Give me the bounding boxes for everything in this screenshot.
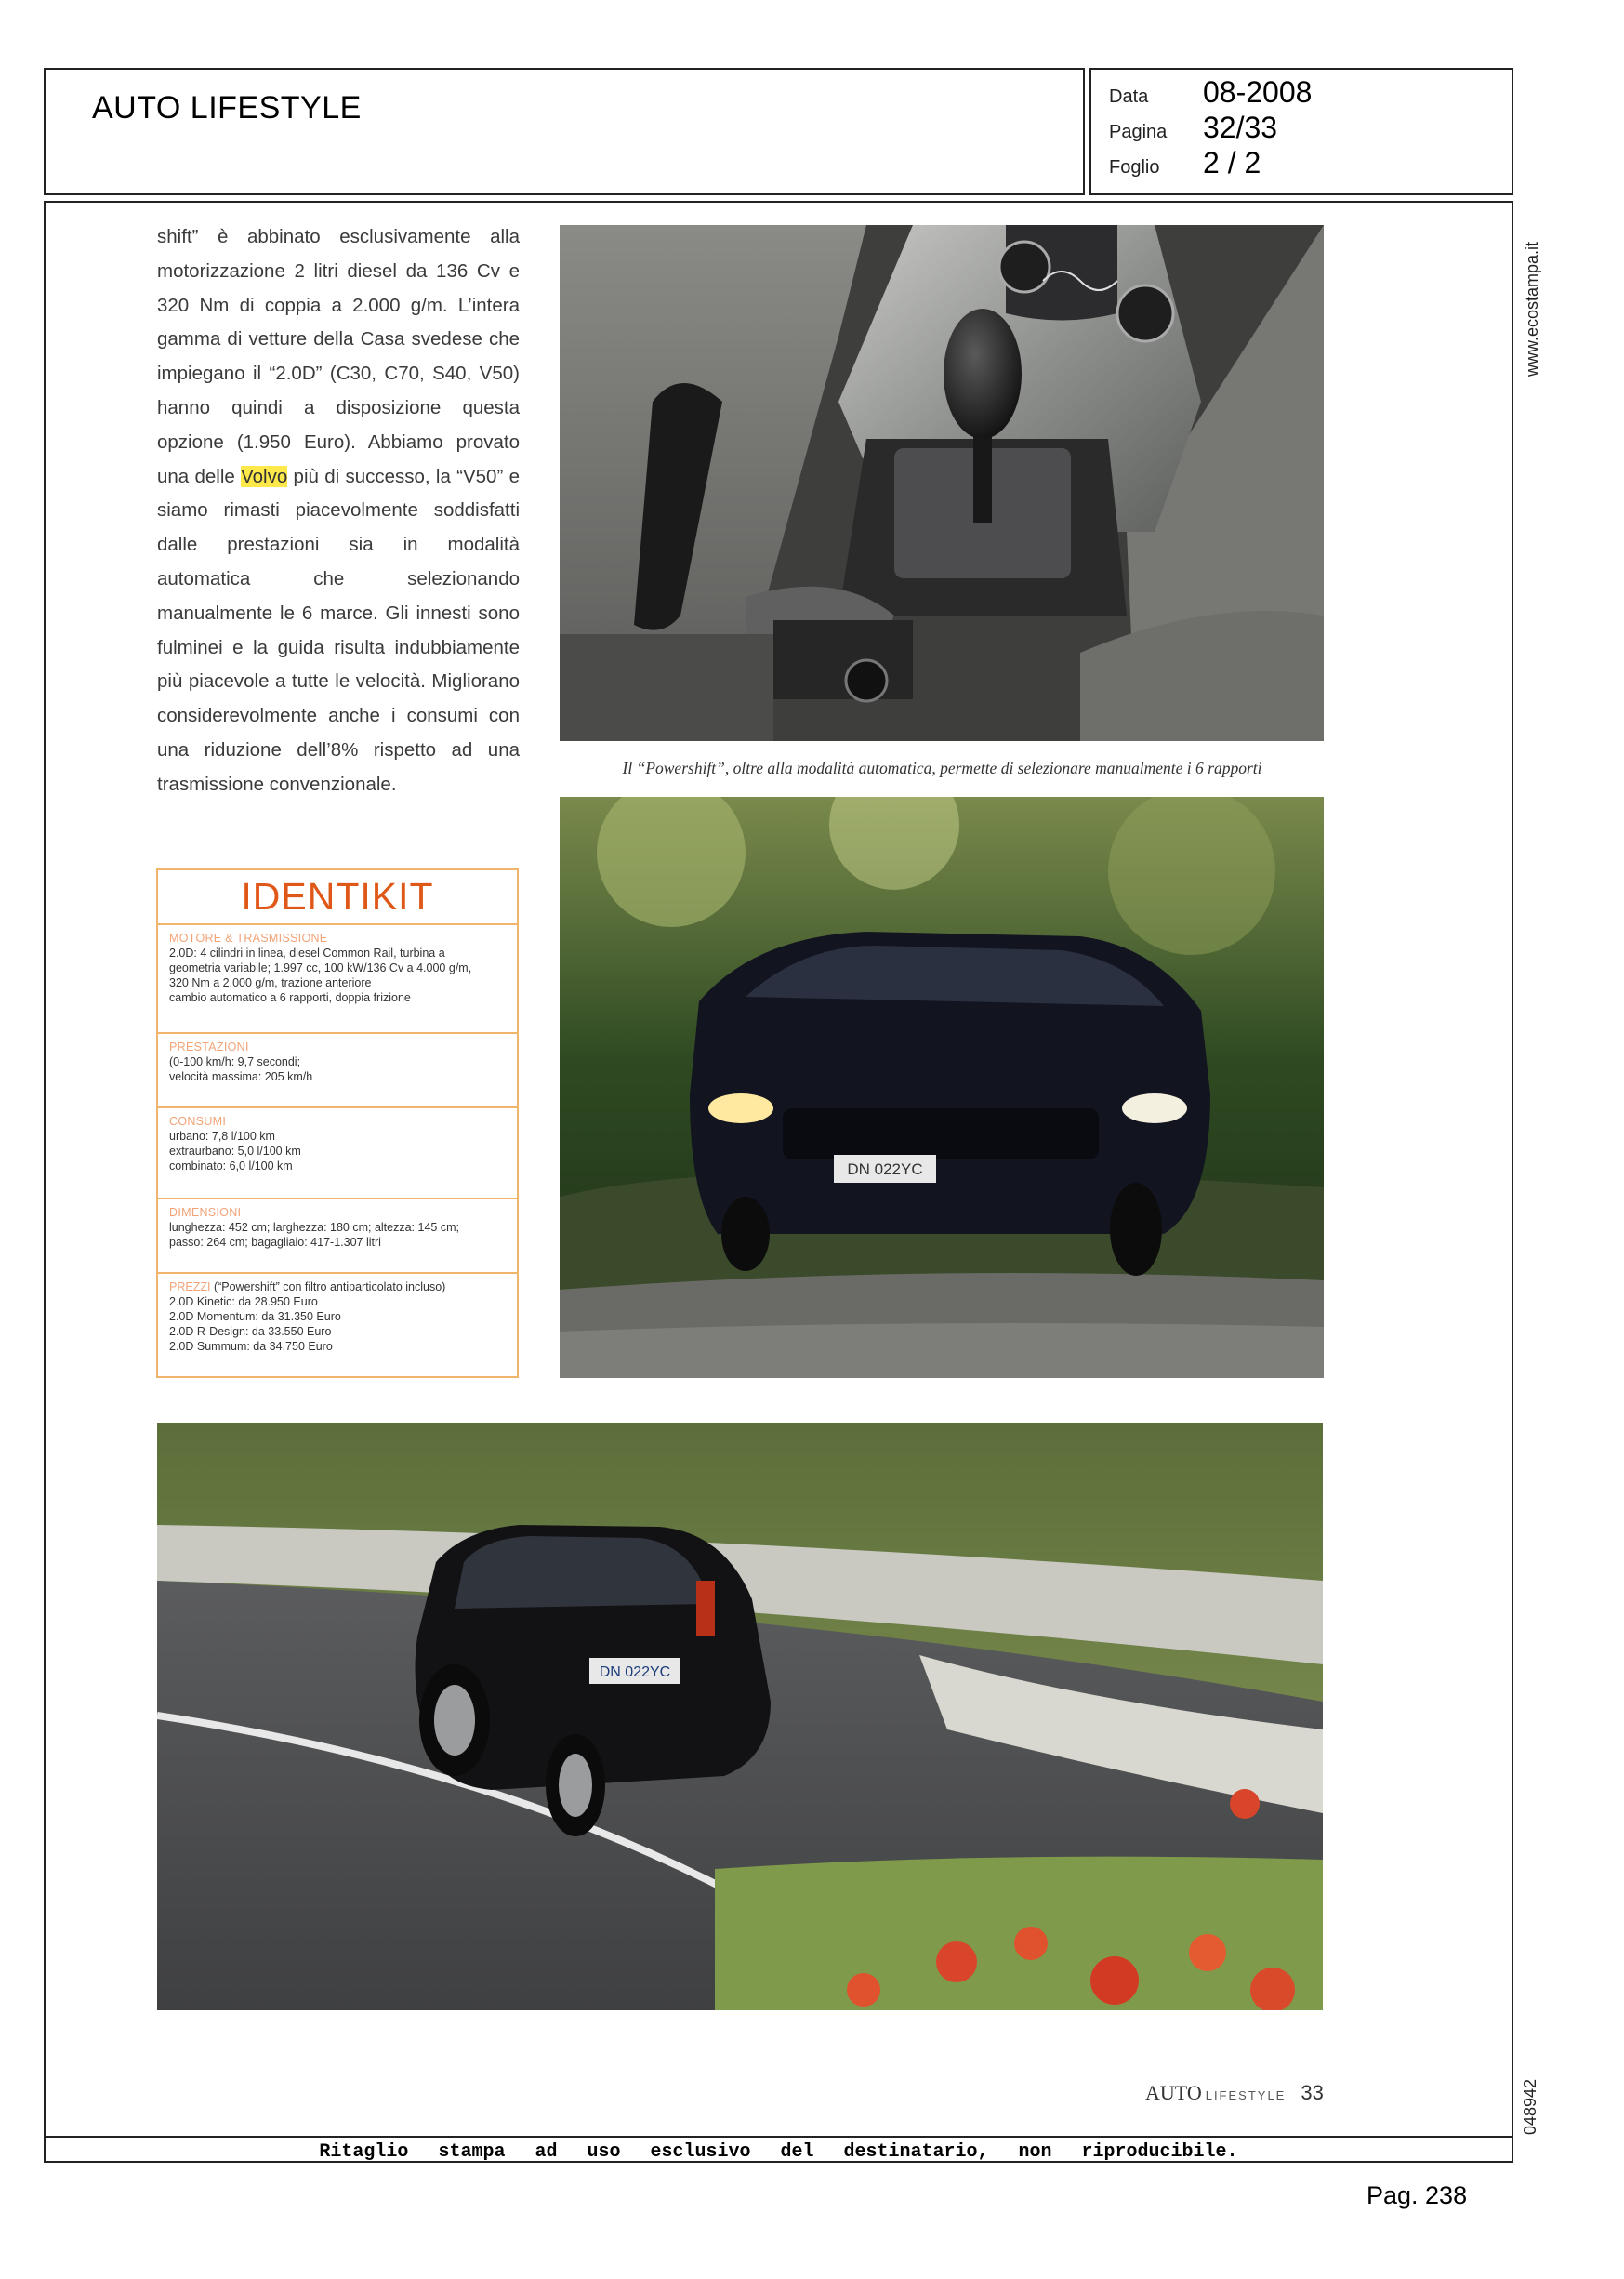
car-rear-illustration bbox=[157, 1423, 1323, 2010]
gearshift-illustration bbox=[560, 225, 1324, 741]
article-text bbox=[157, 220, 520, 802]
performance-heading: PRESTAZIONI bbox=[169, 1040, 249, 1053]
dimensions-line: lunghezza: 452 cm; larghezza: 180 cm; altezza: 145 cm; bbox=[169, 1221, 459, 1234]
price-line: 2.0D Kinetic: da 28.950 Euro bbox=[169, 1295, 318, 1308]
identikit-title: IDENTIKIT bbox=[158, 870, 517, 925]
consumption-line: extraurbano: 5,0 l/100 km bbox=[169, 1145, 301, 1158]
car-rear-photo bbox=[157, 1423, 1323, 2010]
rear-plate: DN 022YC bbox=[599, 1664, 671, 1680]
sheet-value: 2 / 2 bbox=[1203, 146, 1261, 179]
dimensions-line: passo: 264 cm; bagagliaio: 417-1.307 litri bbox=[169, 1236, 381, 1249]
identikit-dimensions bbox=[158, 1199, 517, 1274]
magazine-page-number: 33 bbox=[1301, 2081, 1324, 2104]
magazine-name: AUTO bbox=[1145, 2081, 1202, 2104]
notice-divider bbox=[46, 2136, 1512, 2138]
date-row bbox=[1109, 75, 1312, 110]
identikit-box bbox=[156, 868, 519, 1378]
date-label: Data bbox=[1109, 86, 1149, 107]
page-label: Pagina bbox=[1109, 122, 1168, 142]
consumption-line: combinato: 6,0 l/100 km bbox=[169, 1159, 293, 1173]
magazine-footer bbox=[1145, 2081, 1324, 2105]
photo-caption: Il “Powershift”, oltre alla modalità automatica, permette di selezionare manualmente i 6 rapporti bbox=[622, 759, 1262, 777]
gearshift-photo bbox=[560, 225, 1324, 741]
header-publication-box bbox=[44, 68, 1085, 195]
prices-heading: PREZZI bbox=[169, 1280, 211, 1293]
sheet-row bbox=[1109, 146, 1261, 180]
engine-heading: MOTORE & TRASMISSIONE bbox=[169, 932, 328, 945]
prices-heading-note: (“Powershift” con filtro antiparticolato incluso) bbox=[213, 1280, 446, 1293]
engine-line: cambio automatico a 6 rapporti, doppia frizione bbox=[169, 991, 411, 1004]
publication-title: AUTO LIFESTYLE bbox=[92, 90, 362, 126]
price-line: 2.0D Momentum: da 31.350 Euro bbox=[169, 1310, 341, 1323]
article-text-part-2: più di successo, la “V50” e siamo rimasti piacevolmente soddisfatti dalle prestazioni sia in modalità automatica che selezionando manualmente le 6 marce. Gli innesti sono fulminei e la guida risulta indubbiamente più piacevole a tutte le velocità. Migliorano considerevolmente anche i consumi con una riduzione dell’8% rispetto ad una trasmissione convenzionale. bbox=[157, 465, 520, 795]
date-value: 08-2008 bbox=[1203, 75, 1313, 109]
copyright-notice: Ritaglio stampa ad uso esclusivo del destinatario, non riproducibile. bbox=[319, 2141, 1238, 2163]
performance-line: (0-100 km/h: 9,7 secondi; bbox=[169, 1055, 301, 1068]
article-text-part-1: shift” è abbinato esclusivamente alla motorizzazione 2 litri diesel da 136 Cv e 320 Nm di coppia a 2.000 g/m. L’intera gamma di vetture della Casa svedese che impiegano il “2.0D” (C30, C70, S40, V50) hanno quindi a disposizione questa opzione (1.950 Euro). Abbiamo provato una delle bbox=[157, 226, 520, 487]
identikit-consumption bbox=[158, 1108, 517, 1199]
performance-line: velocità massima: 205 km/h bbox=[169, 1070, 313, 1083]
page-row bbox=[1109, 111, 1277, 145]
consumption-heading: CONSUMI bbox=[169, 1115, 227, 1128]
side-code: 048942 bbox=[1521, 2078, 1539, 2135]
prices-heading-row bbox=[169, 1279, 508, 1294]
car-front-illustration bbox=[560, 797, 1324, 1378]
identikit-performance bbox=[158, 1034, 517, 1108]
magazine-subtitle: LIFESTYLE bbox=[1205, 2088, 1287, 2102]
car-front-photo bbox=[560, 797, 1324, 1378]
highlighted-keyword: Volvo bbox=[241, 465, 288, 487]
price-line: 2.0D R-Design: da 33.550 Euro bbox=[169, 1325, 332, 1338]
engine-line: 2.0D: 4 cilindri in linea, diesel Common Rail, turbina a bbox=[169, 947, 445, 960]
sheet-label: Foglio bbox=[1109, 157, 1160, 178]
page-value: 32/33 bbox=[1203, 111, 1278, 144]
engine-line: 320 Nm a 2.000 g/m, trazione anteriore bbox=[169, 976, 372, 989]
identikit-engine bbox=[158, 925, 517, 1034]
side-url: www.ecostampa.it bbox=[1523, 241, 1541, 377]
price-line: 2.0D Summum: da 34.750 Euro bbox=[169, 1340, 333, 1353]
page-reference: Pag. 238 bbox=[1367, 2181, 1468, 2209]
front-plate: DN 022YC bbox=[847, 1160, 923, 1178]
consumption-line: urbano: 7,8 l/100 km bbox=[169, 1130, 275, 1143]
header-meta-box bbox=[1089, 68, 1513, 195]
dimensions-heading: DIMENSIONI bbox=[169, 1206, 242, 1219]
identikit-prices bbox=[158, 1274, 517, 1359]
engine-line: geometria variabile; 1.997 cc, 100 kW/136 Cv a 4.000 g/m, bbox=[169, 961, 472, 974]
